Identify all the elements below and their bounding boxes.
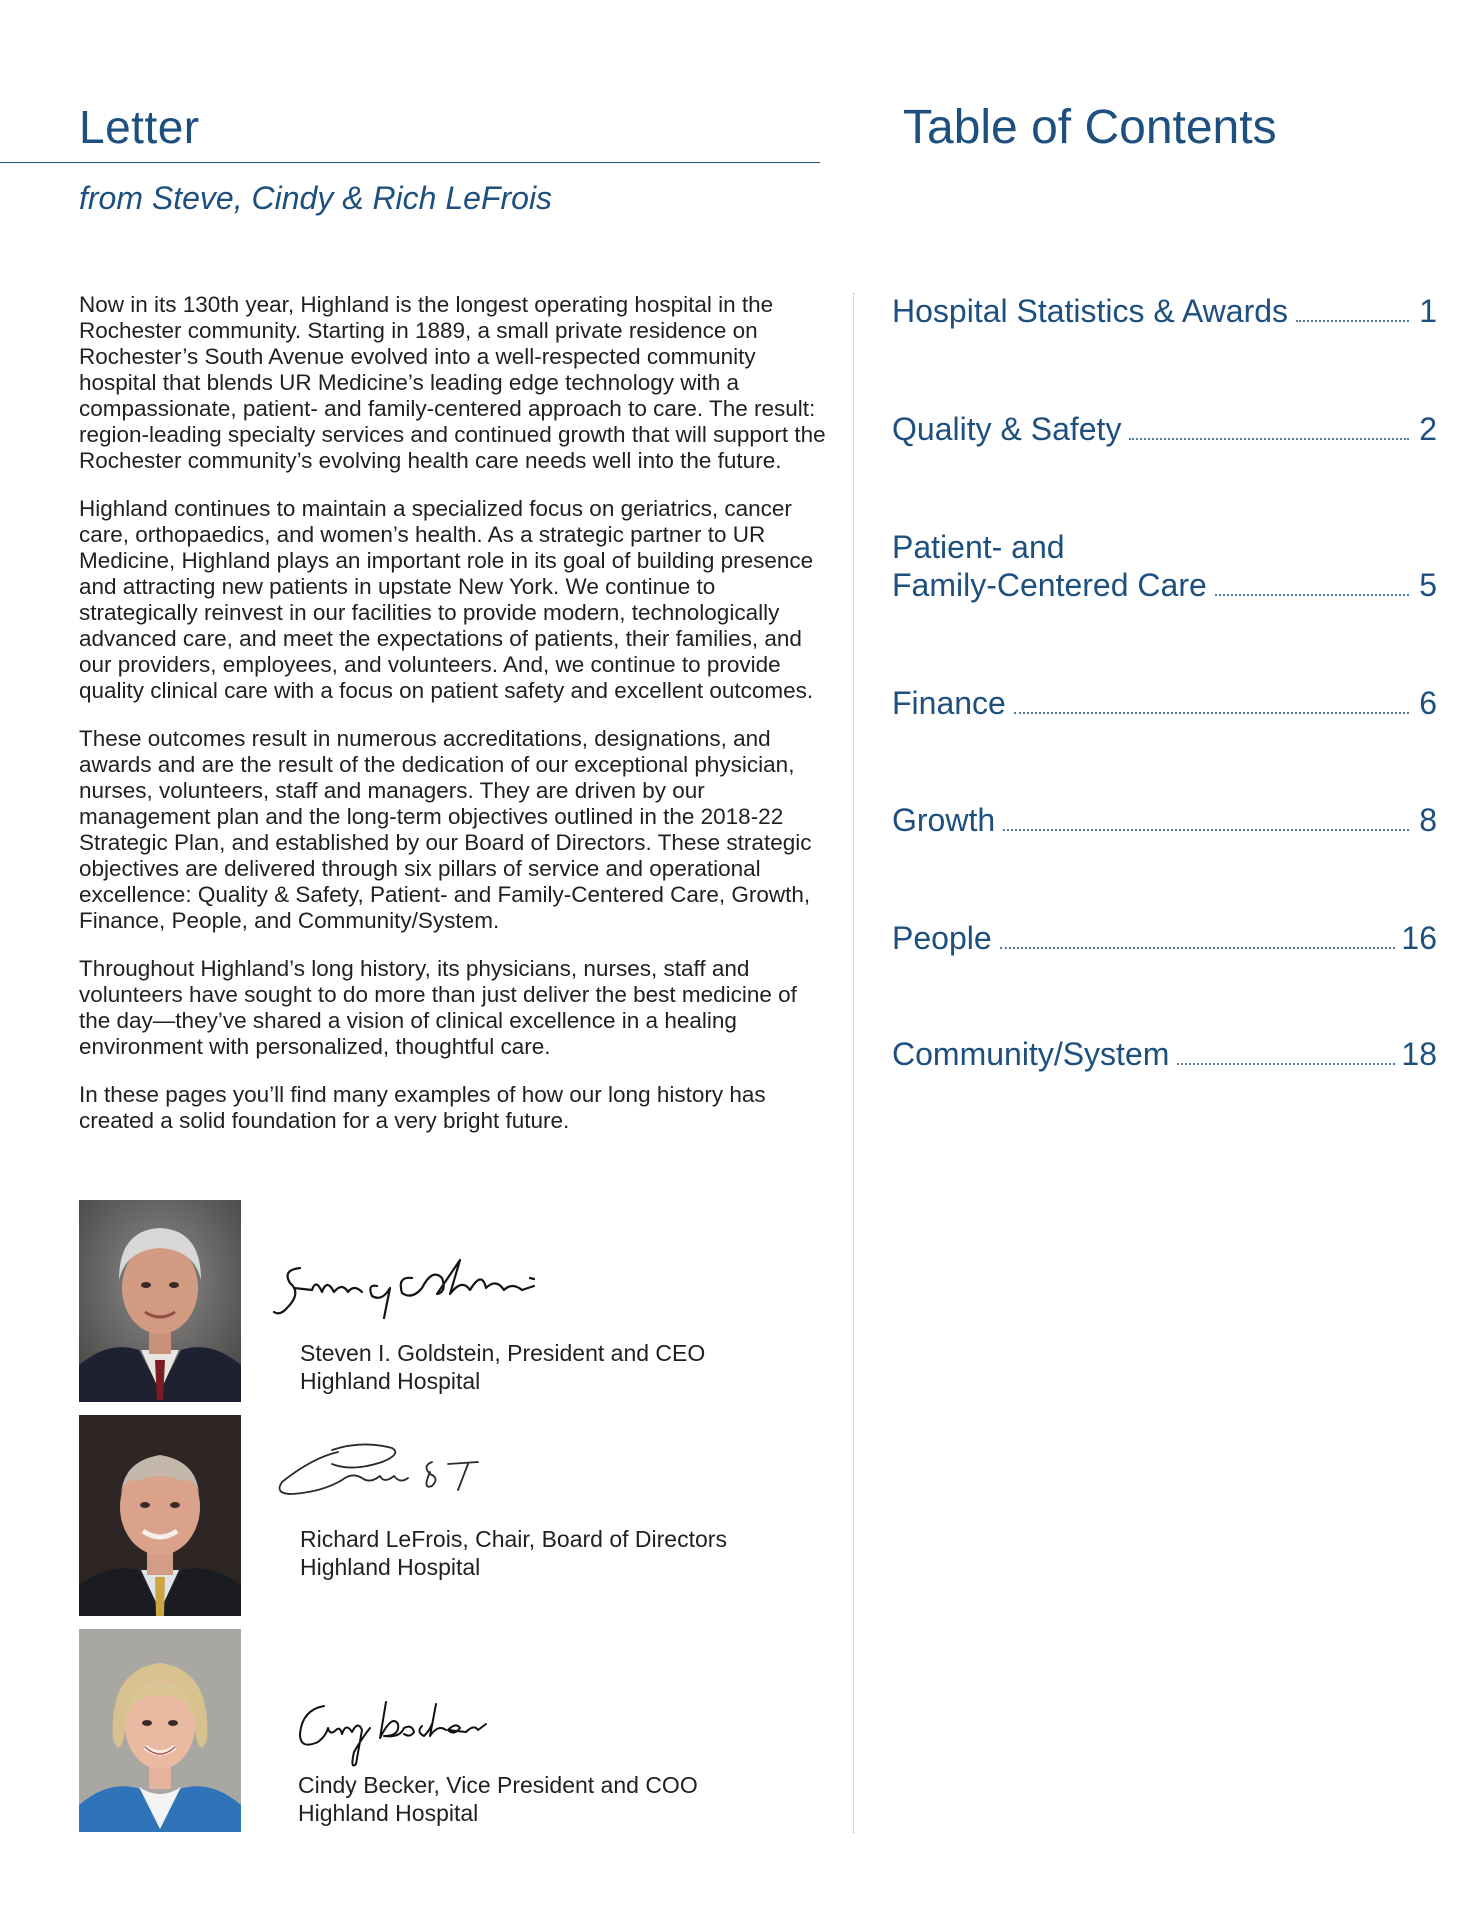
signatory-org: Highland Hospital: [300, 1368, 481, 1394]
toc-item-label: People: [892, 920, 992, 956]
toc-title: Table of Contents: [903, 101, 1277, 154]
toc-item-label: Community/System: [892, 1036, 1170, 1072]
letter-subtitle: from Steve, Cindy & Rich LeFrois: [79, 180, 553, 216]
letter-paragraph: Now in its 130th year, Highland is the longest operating hospital in the Rochester community. Starting in 1889, a small private residence on Rochester’s South Avenue evolved into a well-respected community hospital that blends UR Medicine’s leading edge technology with a compassionate, patient- and family-centered approach to care. The result: region-leading specialty services and continued growth that will support the Rochester community’s evolving health care needs well into the future.: [79, 292, 826, 473]
signatory-name-title: Cindy Becker, Vice President and COO: [298, 1772, 698, 1798]
letter-title: Letter: [79, 101, 200, 153]
title-rule: [0, 162, 820, 163]
toc-dot-leader: [1014, 712, 1409, 714]
letter-paragraph: Throughout Highland’s long history, its physicians, nurses, staff and volunteers have sought to do more than just deliver the best medicine of the day—they’ve shared a vision of clinical excellence in a healing environment with personalized, thoughtful care.: [79, 956, 797, 1059]
toc-item-page: 18: [1401, 1036, 1437, 1072]
toc-item-label: Hospital Statistics & Awards: [892, 293, 1289, 329]
toc-dot-leader: [1296, 320, 1409, 322]
toc-item-finance[interactable]: [892, 684, 1437, 722]
toc-item-page: 16: [1401, 920, 1437, 956]
toc-item-quality-safety[interactable]: [892, 410, 1437, 448]
toc-dot-leader: [1177, 1063, 1395, 1065]
signatory-org: Highland Hospital: [298, 1800, 479, 1826]
lefrois-portrait-photo: [79, 1415, 241, 1616]
toc-item-label: Growth: [892, 802, 996, 838]
toc-item-page: 1: [1419, 293, 1437, 329]
toc-item-hospital-statistics[interactable]: [892, 292, 1437, 330]
letter-paragraph: Highland continues to maintain a specialized focus on geriatrics, cancer care, orthopaedics, and women’s health. As a strategic partner to UR Medicine, Highland plays an important role in its goal of building presence and attracting new patients in upstate New York. We continue to strategically reinvest in our facilities to provide modern, technologically advanced care, and meet the expectations of patients, their families, and our providers, employees, and volunteers. And, we continue to provide quality clinical care with a focus on patient safety and excellent outcomes.: [79, 496, 814, 703]
toc-item-label-line1: Patient- and: [892, 529, 1065, 565]
toc-dot-leader: [1003, 829, 1409, 831]
toc-item-page: 5: [1419, 567, 1437, 603]
toc-item-growth[interactable]: [892, 801, 1437, 839]
toc-item-patient-family-care[interactable]: [892, 528, 1437, 604]
toc-item-page: 6: [1419, 685, 1437, 721]
toc-item-community-system[interactable]: [892, 1035, 1437, 1073]
becker-signature: [296, 1690, 506, 1770]
toc-item-label: Quality & Safety: [892, 411, 1122, 447]
toc-item-label: Family-Centered Care: [892, 567, 1207, 603]
becker-caption: [298, 1771, 698, 1827]
becker-portrait-photo: [79, 1629, 241, 1832]
signatory-name-title: Steven I. Goldstein, President and CEO: [300, 1340, 706, 1366]
toc-item-page: 2: [1419, 411, 1437, 447]
goldstein-caption: [300, 1339, 705, 1395]
lefrois-caption: [300, 1525, 727, 1581]
goldstein-signature: [272, 1248, 572, 1328]
signatory-name-title: Richard LeFrois, Chair, Board of Directors: [300, 1526, 727, 1552]
goldstein-portrait-photo: [79, 1200, 241, 1402]
lefrois-signature: [272, 1432, 532, 1512]
toc-dot-leader: [1129, 438, 1409, 440]
toc-item-page: 8: [1419, 802, 1437, 838]
toc-item-people[interactable]: [892, 919, 1437, 957]
letter-paragraph: In these pages you’ll find many examples of how our long history has created a solid foundation for a very bright future.: [79, 1082, 766, 1133]
toc-dot-leader: [1215, 594, 1409, 596]
toc-dot-leader: [1000, 947, 1396, 949]
toc-item-label: Finance: [892, 685, 1006, 721]
signatory-org: Highland Hospital: [300, 1554, 481, 1580]
column-divider: [853, 293, 854, 1833]
letter-paragraph: These outcomes result in numerous accreditations, designations, and awards and are the result of the dedication of our exceptional physician, nurses, volunteers, staff and managers. They are driven by our management plan and the long-term objectives outlined in the 2018-22 Strategic Plan, and established by our Board of Directors. These strategic objectives are delivered through six pillars of service and operational excellence: Quality & Safety, Patient- and Family-Centered Care, Growth, Finance, People, and Community/System.: [79, 726, 812, 933]
letter-body: [79, 292, 831, 1156]
